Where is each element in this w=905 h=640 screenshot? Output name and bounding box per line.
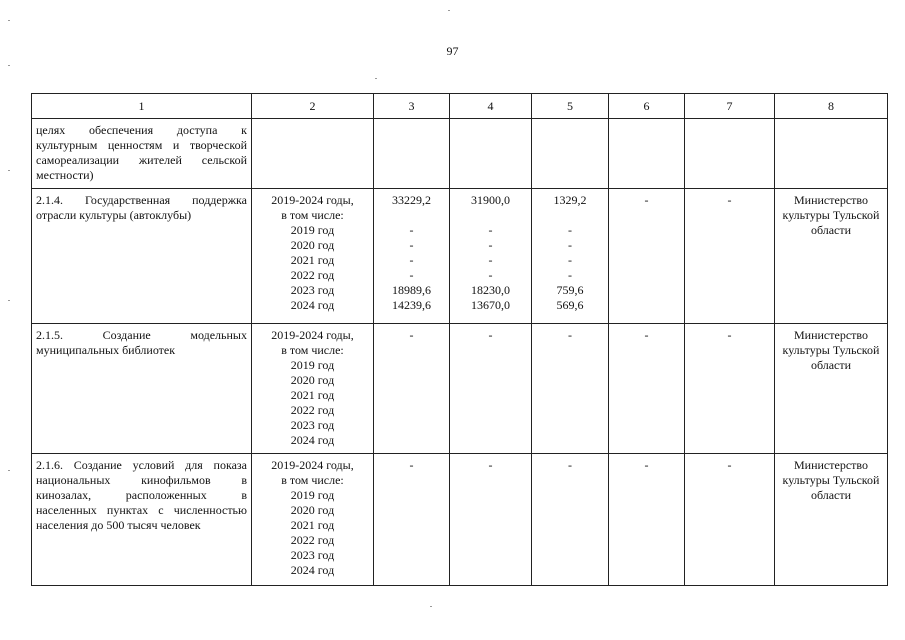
- table-cell-col-2: [252, 119, 374, 189]
- cell-text-line: 13670,0: [471, 298, 510, 312]
- cell-text-line: 2024 год: [290, 298, 335, 312]
- scan-speck: [8, 65, 10, 66]
- table-cell-col-1: [32, 324, 252, 454]
- table-row: [32, 189, 888, 324]
- cell-text-line: в том числе:: [281, 473, 344, 487]
- header-cell-8: 8: [775, 94, 888, 119]
- page-number: 97: [446, 44, 459, 58]
- cell-text-line: 2020 год: [290, 503, 335, 517]
- scan-speck: [448, 10, 450, 11]
- cell-text-line: Министерство культуры Тульской области: [782, 328, 880, 372]
- table-cell-col-6: [609, 324, 685, 454]
- cell-text-line: 33229,2: [392, 193, 431, 207]
- table-cell-col-1: [32, 189, 252, 324]
- cell-text-line: -: [409, 223, 414, 237]
- cell-text-line: 1329,2: [553, 193, 587, 207]
- cell-text-line: 2023 год: [290, 548, 335, 562]
- cell-text-line: -: [488, 328, 493, 342]
- cell-text-line: -: [568, 458, 572, 472]
- table-cell-col-5: [532, 454, 609, 586]
- table-row: [32, 454, 888, 586]
- header-cell-6: 6: [609, 94, 685, 119]
- cell-text-line: Министерство культуры Тульской области: [782, 458, 880, 502]
- cell-text-line: -: [409, 268, 414, 282]
- table-cell-col-5: [532, 189, 609, 324]
- table-cell-col-6: [609, 119, 685, 189]
- cell-text-line: 2.1.6. Создание условий для показа национальных кинофильмов в кинозалах, расположенных в населенных пунктах с численностью населения до 500 тысяч человек: [36, 458, 247, 532]
- table-cell-col-2: [252, 454, 374, 586]
- cell-text-line: 14239,6: [392, 298, 431, 312]
- table-cell-col-6: [609, 454, 685, 586]
- cell-text-line: 2019 год: [290, 488, 335, 502]
- cell-text-line: 2021 год: [290, 518, 335, 532]
- cell-text-line: в том числе:: [281, 343, 344, 357]
- cell-text-line: -: [727, 458, 732, 472]
- data-table: [31, 93, 888, 586]
- cell-text-line: 31900,0: [471, 193, 510, 207]
- cell-text-line: -: [488, 238, 493, 252]
- cell-text-line: целях обеспечения доступа к культурным ценностям и творческой самореализации жителей сельской местности): [36, 123, 247, 182]
- cell-text-line: 759,6: [556, 283, 584, 297]
- cell-text-line: [536, 208, 604, 223]
- cell-text-line: 2024 год: [290, 563, 335, 577]
- header-cell-1: 1: [32, 94, 252, 119]
- table-cell-col-8: [775, 324, 888, 454]
- cell-text-line: -: [488, 253, 493, 267]
- table-cell-col-8: [775, 119, 888, 189]
- table-cell-col-7: [685, 454, 775, 586]
- scan-speck: [8, 20, 10, 21]
- cell-text-line: 2023 год: [290, 418, 335, 432]
- cell-text-line: -: [568, 268, 572, 282]
- cell-text-line: -: [644, 328, 649, 342]
- table-body: [32, 94, 888, 586]
- cell-text-line: -: [488, 223, 493, 237]
- scan-speck: [8, 300, 10, 301]
- cell-text-line: -: [568, 253, 572, 267]
- header-cell-5: 5: [532, 94, 609, 119]
- table-cell-col-4: [450, 119, 532, 189]
- header-cell-7: 7: [685, 94, 775, 119]
- scan-speck: [375, 78, 377, 79]
- cell-text-line: 2021 год: [290, 388, 335, 402]
- cell-text-line: -: [644, 193, 649, 207]
- cell-text-line: -: [727, 328, 732, 342]
- table-cell-col-4: [450, 454, 532, 586]
- table-cell-col-3: [374, 454, 450, 586]
- cell-text-line: 569,6: [556, 298, 584, 312]
- header-row: [32, 94, 888, 119]
- cell-text-line: -: [727, 193, 732, 207]
- cell-text-line: 2019-2024 годы,: [271, 328, 354, 342]
- cell-text-line: -: [409, 458, 414, 472]
- table-cell-col-5: [532, 119, 609, 189]
- scan-speck: [430, 606, 432, 607]
- cell-text-line: 2019 год: [290, 223, 335, 237]
- cell-text-line: 2020 год: [290, 373, 335, 387]
- table-cell-col-2: [252, 189, 374, 324]
- table-cell-col-7: [685, 189, 775, 324]
- header-cell-4: 4: [450, 94, 532, 119]
- cell-text-line: Министерство культуры Тульской области: [782, 193, 880, 237]
- table-cell-col-7: [685, 324, 775, 454]
- cell-text-line: в том числе:: [281, 208, 344, 222]
- cell-text-line: [378, 208, 445, 223]
- cell-text-line: -: [568, 223, 572, 237]
- header-cell-2: 2: [252, 94, 374, 119]
- cell-text-line: -: [488, 268, 493, 282]
- cell-text-line: 2019 год: [290, 358, 335, 372]
- cell-text-line: 2021 год: [290, 253, 335, 267]
- cell-text-line: -: [409, 328, 414, 342]
- table-cell-col-2: [252, 324, 374, 454]
- table-row: [32, 324, 888, 454]
- cell-text-line: 2024 год: [290, 433, 335, 447]
- table-cell-col-8: [775, 189, 888, 324]
- cell-text-line: 2.1.5. Создание модельных муниципальных библиотек: [36, 328, 247, 357]
- table-cell-col-8: [775, 454, 888, 586]
- cell-text-line: -: [488, 458, 493, 472]
- table-cell-col-1: [32, 119, 252, 189]
- cell-text-line: 2022 год: [290, 268, 335, 282]
- table-cell-col-3: [374, 119, 450, 189]
- cell-text-line: -: [409, 238, 414, 252]
- table-cell-col-6: [609, 189, 685, 324]
- cell-text-line: 2020 год: [290, 238, 335, 252]
- table-cell-col-4: [450, 189, 532, 324]
- cell-text-line: -: [568, 328, 572, 342]
- cell-text-line: 2022 год: [290, 403, 335, 417]
- table-cell-col-4: [450, 324, 532, 454]
- table-cell-col-7: [685, 119, 775, 189]
- cell-text-line: 2019-2024 годы,: [271, 458, 354, 472]
- scan-speck: [8, 170, 10, 171]
- cell-text-line: 2023 год: [290, 283, 335, 297]
- cell-text-line: -: [644, 458, 649, 472]
- table-row: [32, 119, 888, 189]
- header-cell-3: 3: [374, 94, 450, 119]
- table-cell-col-1: [32, 454, 252, 586]
- cell-text-line: 18989,6: [392, 283, 431, 297]
- cell-text-line: 2022 год: [290, 533, 335, 547]
- cell-text-line: [454, 208, 527, 223]
- cell-text-line: 18230,0: [471, 283, 510, 297]
- table-cell-col-3: [374, 189, 450, 324]
- cell-text-line: -: [568, 238, 572, 252]
- scan-speck: [8, 470, 10, 471]
- cell-text-line: 2.1.4. Государственная поддержка отрасли культуры (автоклубы): [36, 193, 247, 222]
- table-cell-col-5: [532, 324, 609, 454]
- cell-text-line: 2019-2024 годы,: [271, 193, 354, 207]
- cell-text-line: -: [409, 253, 414, 267]
- table-cell-col-3: [374, 324, 450, 454]
